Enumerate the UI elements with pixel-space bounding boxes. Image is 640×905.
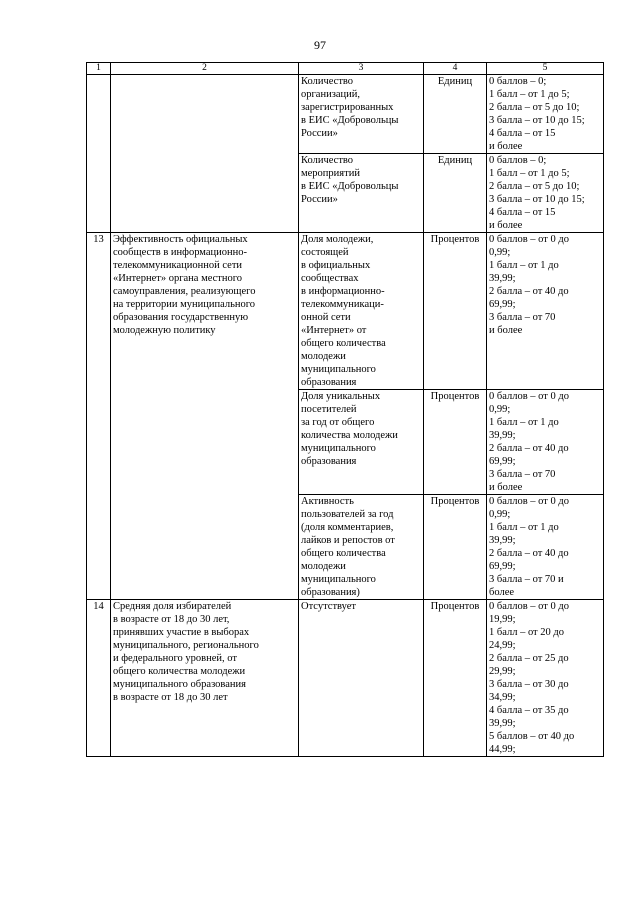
- text-line: в ЕИС «Добровольцы: [301, 181, 399, 192]
- score-scale: [487, 390, 604, 495]
- text-line: 4 балла – от 35 до: [489, 705, 569, 716]
- table-row: [87, 75, 604, 154]
- text-line: образования): [301, 587, 360, 598]
- indicator-name: [299, 154, 424, 233]
- unit-cell: Процентов: [424, 495, 487, 600]
- text-line: онной сети: [301, 312, 351, 323]
- text-line: за год от общего: [301, 417, 375, 428]
- item-title-cell: [111, 233, 299, 600]
- text-line: 3 балла – от 70: [489, 469, 556, 480]
- text-line: в информационно-: [301, 286, 385, 297]
- text-line: 39,99;: [489, 273, 516, 284]
- text-line: 0 баллов – 0;: [489, 76, 547, 87]
- text-line: в возрасте от 18 до 30 лет: [113, 692, 228, 703]
- text-line: Средняя доля избирателей: [113, 601, 232, 612]
- score-scale: [487, 600, 604, 757]
- text-line: принявших участие в выборах: [113, 627, 250, 638]
- text-line: мероприятий: [301, 168, 360, 179]
- text-line: «Интернет» от: [301, 325, 367, 336]
- text-line: 1 балл – от 1 до: [489, 417, 559, 428]
- text-line: 1 балл – от 1 до: [489, 522, 559, 533]
- text-line: в официальных: [301, 260, 371, 271]
- text-line: 2 балла – от 40 до: [489, 548, 569, 559]
- text-line: России»: [301, 128, 338, 139]
- column-number: 5: [487, 63, 604, 75]
- text-line: Эффективность официальных: [113, 234, 248, 245]
- text-line: Доля молодежи,: [301, 234, 374, 245]
- indicator-name: [299, 75, 424, 154]
- item-number-cell: 14: [87, 600, 111, 757]
- text-line: 3 балла – от 30 до: [489, 679, 569, 690]
- text-line: в ЕИС «Добровольцы: [301, 115, 399, 126]
- text-line: 4 балла – от 15: [489, 128, 556, 139]
- text-line: на территории муниципального: [113, 299, 256, 310]
- text-line: 5 баллов – от 40 до: [489, 731, 575, 742]
- text-line: молодежи: [301, 561, 346, 572]
- score-scale: [487, 75, 604, 154]
- text-line: 0,99;: [489, 404, 511, 415]
- text-line: 0 баллов – от 0 до: [489, 391, 569, 402]
- text-line: зарегистрированных: [301, 102, 394, 113]
- text-line: телекоммуникаци-: [301, 299, 384, 310]
- item-number-cell: [87, 75, 111, 233]
- text-line: 0,99;: [489, 509, 511, 520]
- text-line: 29,99;: [489, 666, 516, 677]
- text-line: 24,99;: [489, 640, 516, 651]
- score-scale: [487, 495, 604, 600]
- text-line: муниципального, регионального: [113, 640, 259, 651]
- text-line: 34,99;: [489, 692, 516, 703]
- text-line: 3 балла – от 10 до 15;: [489, 194, 585, 205]
- text-line: 3 балла – от 70: [489, 312, 556, 323]
- text-line: в возрасте от 18 до 30 лет,: [113, 614, 230, 625]
- text-line: более: [489, 587, 515, 598]
- text-line: муниципального: [301, 574, 376, 585]
- text-line: муниципального: [301, 364, 376, 375]
- text-line: общего количества: [301, 338, 386, 349]
- text-line: 39,99;: [489, 718, 516, 729]
- text-line: муниципального образования: [113, 679, 246, 690]
- text-line: организаций,: [301, 89, 360, 100]
- column-number: 3: [299, 63, 424, 75]
- text-line: 3 балла – от 10 до 15;: [489, 115, 585, 126]
- text-line: 1 балл – от 1 до 5;: [489, 168, 570, 179]
- text-line: образования: [301, 456, 357, 467]
- text-line: Количество: [301, 155, 354, 166]
- column-number-row: [87, 63, 604, 75]
- text-line: 2 балла – от 5 до 10;: [489, 102, 580, 113]
- text-line: 1 балл – от 1 до: [489, 260, 559, 271]
- text-line: образования: [301, 377, 357, 388]
- text-line: муниципального: [301, 443, 376, 454]
- text-line: 3 балла – от 70 и: [489, 574, 564, 585]
- text-line: 0 баллов – 0;: [489, 155, 547, 166]
- unit-cell: Процентов: [424, 233, 487, 390]
- text-line: 0 баллов – от 0 до: [489, 601, 569, 612]
- text-line: Активность: [301, 496, 354, 507]
- indicator-table: [86, 62, 604, 757]
- table-row: [87, 233, 604, 390]
- column-number: 1: [87, 63, 111, 75]
- text-line: 2 балла – от 5 до 10;: [489, 181, 580, 192]
- table-row: [87, 600, 604, 757]
- text-line: (доля комментариев,: [301, 522, 394, 533]
- text-line: и федерального уровней, от: [113, 653, 237, 664]
- text-line: 69,99;: [489, 456, 516, 467]
- score-scale: [487, 233, 604, 390]
- text-line: лайков и репостов от: [301, 535, 395, 546]
- text-line: посетителей: [301, 404, 357, 415]
- item-title-cell: [111, 75, 299, 233]
- text-line: 0 баллов – от 0 до: [489, 496, 569, 507]
- page-number: 97: [314, 38, 326, 52]
- text-line: пользователей за год: [301, 509, 394, 520]
- text-line: 1 балл – от 20 до: [489, 627, 564, 638]
- text-line: Количество: [301, 76, 354, 87]
- text-line: телекоммуникационной сети: [113, 260, 243, 271]
- text-line: молодежную политику: [113, 325, 216, 336]
- text-line: 2 балла – от 25 до: [489, 653, 569, 664]
- text-line: образования государственную: [113, 312, 249, 323]
- item-title-cell: [111, 600, 299, 757]
- text-line: 69,99;: [489, 299, 516, 310]
- indicator-name: [299, 233, 424, 390]
- text-line: Доля уникальных: [301, 391, 381, 402]
- text-line: общего количества молодежи: [113, 666, 246, 677]
- text-line: количества молодежи: [301, 430, 398, 441]
- text-line: России»: [301, 194, 338, 205]
- text-line: и более: [489, 482, 523, 493]
- text-line: общего количества: [301, 548, 386, 559]
- indicator-name: [299, 390, 424, 495]
- text-line: 39,99;: [489, 535, 516, 546]
- unit-cell: Единиц: [424, 154, 487, 233]
- text-line: 2 балла – от 40 до: [489, 443, 569, 454]
- unit-cell: Единиц: [424, 75, 487, 154]
- unit-cell: Процентов: [424, 390, 487, 495]
- text-line: молодежи: [301, 351, 346, 362]
- text-line: состоящей: [301, 247, 349, 258]
- text-line: 4 балла – от 15: [489, 207, 556, 218]
- item-number-cell: 13: [87, 233, 111, 600]
- indicator-name: [299, 600, 424, 757]
- text-line: 19,99;: [489, 614, 516, 625]
- text-line: «Интернет» органа местного: [113, 273, 243, 284]
- score-scale: [487, 154, 604, 233]
- text-line: Отсутствует: [301, 601, 356, 612]
- text-line: 69,99;: [489, 561, 516, 572]
- text-line: и более: [489, 325, 523, 336]
- unit-cell: Процентов: [424, 600, 487, 757]
- text-line: 44,99;: [489, 744, 516, 755]
- text-line: сообществах: [301, 273, 359, 284]
- text-line: 39,99;: [489, 430, 516, 441]
- text-line: и более: [489, 220, 523, 231]
- column-number: 4: [424, 63, 487, 75]
- text-line: 1 балл – от 1 до 5;: [489, 89, 570, 100]
- text-line: сообществ в информационно-: [113, 247, 248, 258]
- text-line: 0,99;: [489, 247, 511, 258]
- column-number: 2: [111, 63, 299, 75]
- text-line: и более: [489, 141, 523, 152]
- text-line: 0 баллов – от 0 до: [489, 234, 569, 245]
- text-line: самоуправления, реализующего: [113, 286, 256, 297]
- indicator-name: [299, 495, 424, 600]
- text-line: 2 балла – от 40 до: [489, 286, 569, 297]
